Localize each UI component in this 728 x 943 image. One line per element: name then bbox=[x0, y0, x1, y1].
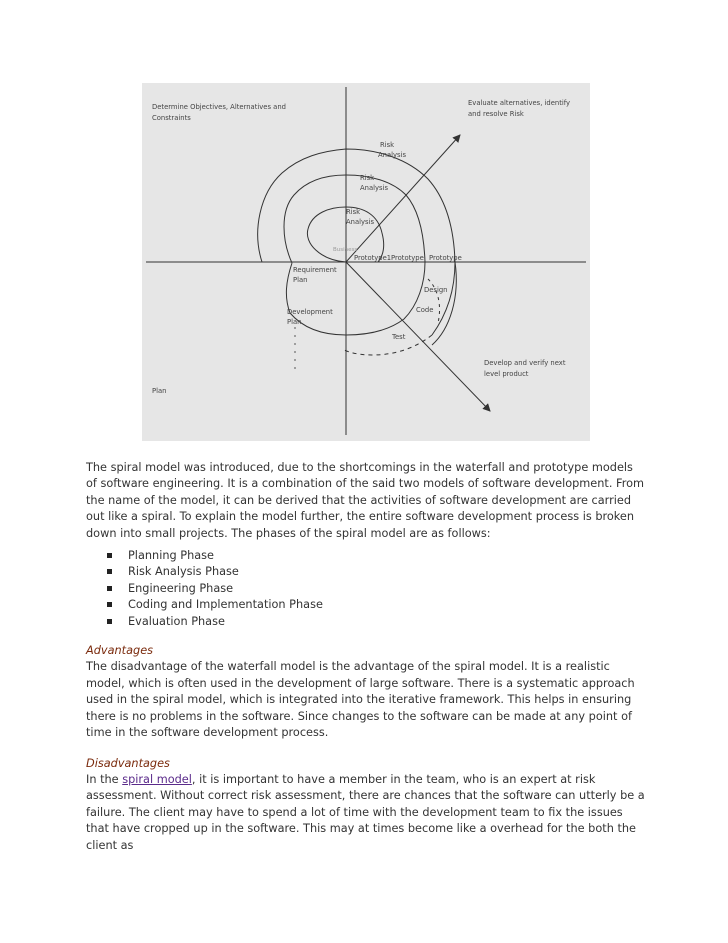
prototype-2-label: Prototype bbox=[391, 254, 424, 262]
bullet-icon bbox=[107, 602, 112, 607]
design-label: Design bbox=[424, 286, 448, 294]
list-item-label: Coding and Implementation Phase bbox=[128, 598, 323, 612]
bullet-icon bbox=[107, 586, 112, 591]
prototype-3-label: Prototype bbox=[429, 254, 462, 262]
quadrant-bottom-left: Plan bbox=[152, 387, 167, 395]
quadrant-top-left-line1: Determine Objectives, Alternatives and bbox=[152, 103, 286, 111]
disadvantages-text-rest: , it is important to have a member in the team, who is an expert at risk assessment. Without correct risk assessment, there are chances that the software can utterly be a failure. The client may have to spend a lot of time with the development team to fix the issues that have cropped up in the software. This may at times become like a overhead for the both the client as bbox=[86, 772, 645, 852]
quadrant-top-right-line1: Evaluate alternatives, identify bbox=[468, 99, 571, 107]
spiral-diagram-svg bbox=[142, 83, 590, 441]
risk-analysis-3-line1: Risk bbox=[346, 208, 361, 216]
list-item bbox=[86, 564, 646, 580]
quadrant-bottom-right-line2: level product bbox=[484, 370, 529, 378]
risk-analysis-2-line1: Risk bbox=[360, 174, 375, 182]
diagonal-arrow-down bbox=[346, 262, 490, 411]
bullet-icon bbox=[107, 553, 112, 558]
quadrant-top-left-line2: Constraints bbox=[152, 114, 191, 122]
spiral-outermost-arc bbox=[432, 262, 456, 345]
disadvantages-heading: Disadvantages bbox=[86, 756, 170, 770]
risk-analysis-2-line2: Analysis bbox=[360, 184, 389, 192]
disadvantages-paragraph bbox=[86, 772, 646, 854]
development-plan-line1: Development bbox=[287, 308, 333, 316]
list-item-label: Engineering Phase bbox=[128, 581, 234, 595]
list-item-label: Risk Analysis Phase bbox=[128, 565, 239, 579]
disadvantages-text-start: In the bbox=[86, 772, 123, 786]
list-item bbox=[86, 597, 646, 613]
center-label: Business bbox=[333, 247, 358, 253]
list-item-label: Evaluation Phase bbox=[128, 614, 225, 628]
prototype-1-label: Prototype1 bbox=[354, 254, 392, 262]
risk-analysis-1-line1: Risk bbox=[380, 141, 395, 149]
code-label: Code bbox=[416, 306, 434, 314]
list-item bbox=[86, 548, 646, 564]
risk-analysis-1-line2: Analysis bbox=[378, 151, 407, 159]
intro-paragraph: The spiral model was introduced, due to the shortcomings in the waterfall and prototype models of software engineering. It is a combination of the said two models of software development. From the name of the model, it can be derived that the activities of software development are carried out like a spiral. To explain the model further, the entire software development process is broken down into small projects. The phases of the spiral model are as follows: bbox=[86, 461, 645, 540]
advantages-paragraph: The disadvantage of the waterfall model is the advantage of the spiral model. It is a realistic model, which is often used in the development of large software. There is a systematic approach used in the spiral model, which is integrated into the iterative framework. This helps in ensuring there is no problems in the software. Since changes to the software can be made at any point of time in the software development process. bbox=[86, 660, 635, 740]
list-item bbox=[86, 614, 646, 630]
risk-analysis-3-line2: Analysis bbox=[346, 218, 375, 226]
bullet-icon bbox=[107, 619, 112, 624]
spiral-outer-dashed bbox=[342, 335, 432, 355]
article-body bbox=[86, 460, 646, 854]
list-item-label: Planning Phase bbox=[128, 549, 214, 563]
advantages-heading: Advantages bbox=[86, 644, 154, 658]
quadrant-top-right-line2: and resolve Risk bbox=[468, 110, 524, 118]
spiral-model-diagram bbox=[142, 83, 590, 441]
development-plan-line2: Plan bbox=[287, 318, 302, 326]
quadrant-bottom-right-line1: Develop and verify next bbox=[484, 359, 566, 367]
requirement-plan-line1: Requirement bbox=[293, 266, 337, 274]
list-item bbox=[86, 581, 646, 597]
bullet-icon bbox=[107, 569, 112, 574]
requirement-plan-line2: Plan bbox=[293, 276, 308, 284]
phase-list bbox=[86, 548, 646, 630]
spiral-model-link[interactable]: spiral model bbox=[122, 772, 192, 786]
test-label: Test bbox=[392, 333, 406, 341]
